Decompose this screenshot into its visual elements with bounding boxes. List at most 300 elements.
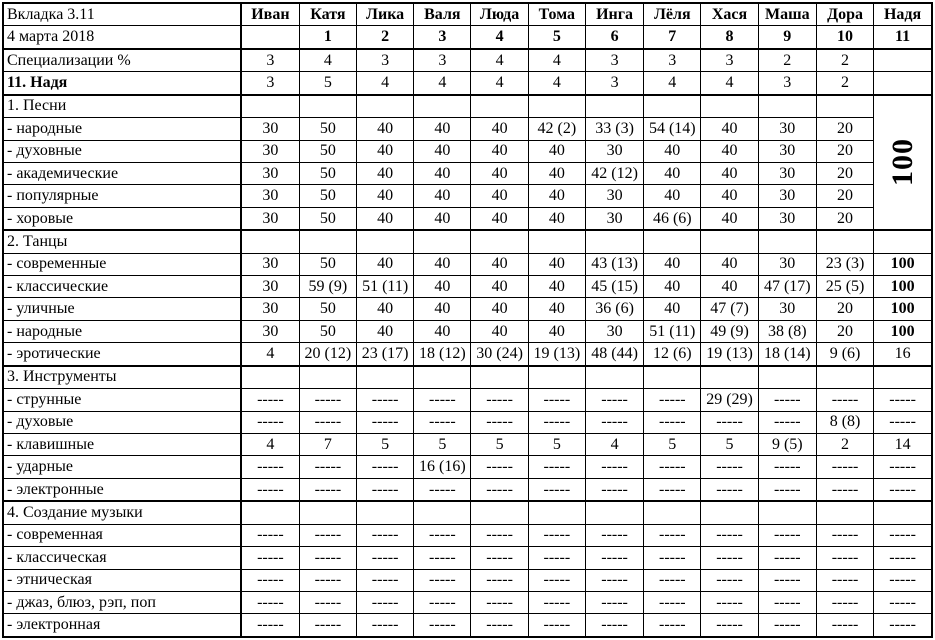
value-cell: 40: [357, 140, 414, 162]
value-cell: 30: [241, 207, 299, 230]
value-cell: -----: [357, 614, 414, 637]
number-cell: 9: [758, 26, 816, 49]
value-cell: -----: [241, 478, 299, 501]
spec-cell: 3: [241, 49, 299, 72]
value-cell: 40: [414, 298, 471, 320]
spec-cell: 3: [701, 49, 758, 72]
value-cell: 40: [414, 185, 471, 207]
value-cell: 30: [241, 320, 299, 342]
value-cell: 20: [816, 140, 873, 162]
value-cell: -----: [701, 547, 758, 569]
value-cell: 5: [701, 434, 758, 456]
value-cell: 12 (6): [644, 343, 701, 366]
value-cell: -----: [585, 547, 643, 569]
value-cell: -----: [644, 389, 701, 411]
value-cell: -----: [585, 389, 643, 411]
value-cell: -----: [528, 614, 585, 637]
empty-cell: [528, 366, 585, 389]
table-row: [3, 547, 932, 569]
table-row: [3, 524, 932, 546]
number-cell: 11: [874, 26, 932, 49]
row-label: - ударные: [3, 456, 241, 478]
spec-cell: 3: [414, 49, 471, 72]
value-cell: 40: [644, 253, 701, 275]
value-cell: 40: [528, 320, 585, 342]
value-cell: 40: [357, 118, 414, 140]
value-cell: 40: [528, 253, 585, 275]
value-cell: 5: [357, 434, 414, 456]
value-cell: -----: [357, 569, 414, 591]
name-cell: Валя: [414, 3, 471, 26]
value-cell: -----: [414, 478, 471, 501]
value-cell: -----: [471, 478, 528, 501]
value-cell: -----: [299, 411, 356, 433]
value-cell: -----: [585, 591, 643, 613]
table-row: [3, 456, 932, 478]
row-label: - народные: [3, 118, 241, 140]
value-cell: -----: [701, 456, 758, 478]
value-cell: -----: [816, 591, 873, 613]
value-cell: -----: [644, 591, 701, 613]
number-cell: 3: [414, 26, 471, 49]
empty-cell: [816, 230, 873, 253]
empty-cell: [758, 95, 816, 118]
value-cell: 40: [471, 185, 528, 207]
row-label: - электронные: [3, 478, 241, 501]
value-cell: -----: [585, 524, 643, 546]
empty-cell: [585, 501, 643, 524]
value-cell: -----: [758, 591, 816, 613]
value-cell: 40: [357, 253, 414, 275]
value-cell: -----: [758, 547, 816, 569]
spec-cell: 4: [299, 49, 356, 72]
empty-cell: [471, 366, 528, 389]
value-cell: -----: [241, 614, 299, 637]
value-cell: -----: [701, 478, 758, 501]
value-cell: -----: [528, 478, 585, 501]
value-cell: 40: [528, 298, 585, 320]
value-cell: -----: [585, 569, 643, 591]
value-cell: -----: [241, 411, 299, 433]
row-label: - классические: [3, 276, 241, 298]
value-cell: -----: [299, 456, 356, 478]
value-cell: 20: [816, 320, 873, 342]
value-cell: 30: [585, 320, 643, 342]
value-cell: 40: [471, 276, 528, 298]
value-cell: 47 (17): [758, 276, 816, 298]
row-label: - академические: [3, 162, 241, 184]
value-cell: -----: [299, 389, 356, 411]
name-cell: Маша: [758, 3, 816, 26]
value-cell: 20: [816, 162, 873, 184]
value-cell: 4: [241, 343, 299, 366]
empty-cell: [357, 95, 414, 118]
value-cell: 40: [644, 185, 701, 207]
table-body: [3, 3, 932, 637]
name-cell: Инга: [585, 3, 643, 26]
table-row: [3, 320, 932, 342]
value-cell: 30: [758, 185, 816, 207]
value-cell: -----: [471, 411, 528, 433]
section-title: 4. Создание музыки: [3, 501, 241, 524]
value-cell: 20 (12): [299, 343, 356, 366]
value-cell: 7: [299, 434, 356, 456]
value-cell: 40: [701, 118, 758, 140]
table-row: [3, 591, 932, 613]
value-cell: -----: [644, 547, 701, 569]
nadya-row: [3, 72, 932, 95]
value-cell: 45 (15): [585, 276, 643, 298]
nadya-cell: 3: [585, 72, 643, 95]
value-cell: 50: [299, 118, 356, 140]
nadya-cell: 2: [816, 72, 873, 95]
value-cell: -----: [528, 591, 585, 613]
value-cell: 30: [241, 298, 299, 320]
empty-cell: [874, 230, 932, 253]
empty-cell: [758, 366, 816, 389]
value-cell: 30: [585, 140, 643, 162]
table-row: [3, 162, 932, 184]
value-cell: -----: [299, 547, 356, 569]
empty-cell: [644, 95, 701, 118]
value-cell: -----: [816, 524, 873, 546]
value-cell: -----: [528, 389, 585, 411]
value-cell: 36 (6): [585, 298, 643, 320]
empty-cell: [357, 501, 414, 524]
value-cell: 40: [414, 118, 471, 140]
section-title: 1. Песни: [3, 95, 241, 118]
value-cell: -----: [471, 614, 528, 637]
value-cell: 40: [528, 207, 585, 230]
value-cell: 23 (3): [816, 253, 873, 275]
value-cell: -----: [299, 614, 356, 637]
value-cell: 19 (13): [528, 343, 585, 366]
value-cell: 30: [241, 276, 299, 298]
value-cell: -----: [816, 614, 873, 637]
nadya-cell: 4: [414, 72, 471, 95]
value-cell: 30: [758, 140, 816, 162]
row-label: - струнные: [3, 389, 241, 411]
number-cell: 10: [816, 26, 873, 49]
row-label: - этническая: [3, 569, 241, 591]
value-cell: -----: [874, 614, 932, 637]
empty-cell: [299, 95, 356, 118]
value-cell: 46 (6): [644, 207, 701, 230]
row-label: - духовные: [3, 140, 241, 162]
empty-cell: [357, 230, 414, 253]
value-cell: 59 (9): [299, 276, 356, 298]
number-cell: 5: [528, 26, 585, 49]
value-cell: 30: [241, 118, 299, 140]
value-cell: -----: [528, 411, 585, 433]
value-cell: -----: [414, 591, 471, 613]
value-cell: -----: [414, 614, 471, 637]
value-cell: 30: [241, 253, 299, 275]
nadya-cell: 4: [357, 72, 414, 95]
value-cell: -----: [701, 591, 758, 613]
number-cell: 2: [357, 26, 414, 49]
value-cell: -----: [241, 524, 299, 546]
value-cell: -----: [874, 456, 932, 478]
value-cell: -----: [701, 614, 758, 637]
value-cell: 100: [874, 276, 932, 298]
value-cell: -----: [414, 411, 471, 433]
empty-cell: [241, 230, 299, 253]
table-row: [3, 411, 932, 433]
value-cell: 40: [357, 320, 414, 342]
table-row: [3, 185, 932, 207]
date-label: 4 марта 2018: [3, 26, 241, 49]
row-label: - народные: [3, 320, 241, 342]
row-label: - джаз, блюз, рэп, поп: [3, 591, 241, 613]
value-cell: 30: [758, 207, 816, 230]
number-cell: 6: [585, 26, 643, 49]
section-header-row: [3, 95, 932, 118]
value-cell: 50: [299, 140, 356, 162]
value-cell: 49 (9): [701, 320, 758, 342]
empty-cell: [874, 366, 932, 389]
value-cell: 18 (14): [758, 343, 816, 366]
row-label: - современная: [3, 524, 241, 546]
value-cell: -----: [874, 547, 932, 569]
value-cell: 50: [299, 185, 356, 207]
row-label: - электронная: [3, 614, 241, 637]
row-label: - клавишные: [3, 434, 241, 456]
header-names-row: [3, 3, 932, 26]
empty-cell: [357, 366, 414, 389]
empty-cell: [528, 501, 585, 524]
value-cell: 30: [241, 185, 299, 207]
nadya-cell: 3: [758, 72, 816, 95]
value-cell: 40: [471, 253, 528, 275]
empty-cell: [874, 501, 932, 524]
value-cell: -----: [357, 478, 414, 501]
empty-cell: [585, 230, 643, 253]
value-cell: 5: [471, 434, 528, 456]
value-cell: 40: [701, 140, 758, 162]
name-cell: Надя: [874, 3, 932, 26]
number-cell: 1: [299, 26, 356, 49]
row-label: - хоровые: [3, 207, 241, 230]
value-cell: -----: [585, 411, 643, 433]
name-cell: Тома: [528, 3, 585, 26]
value-cell: 40: [528, 276, 585, 298]
value-cell: -----: [299, 524, 356, 546]
value-cell: -----: [357, 456, 414, 478]
value-cell: 30: [758, 162, 816, 184]
nadya-cell: 5: [299, 72, 356, 95]
value-cell: 40: [357, 298, 414, 320]
value-cell: -----: [585, 614, 643, 637]
value-cell: -----: [471, 456, 528, 478]
value-cell: 40: [414, 207, 471, 230]
value-cell: -----: [471, 569, 528, 591]
value-cell: -----: [414, 389, 471, 411]
value-cell: 40: [471, 140, 528, 162]
empty-cell: [471, 95, 528, 118]
value-cell: 5: [644, 434, 701, 456]
empty-cell: [701, 366, 758, 389]
spec-cell: 3: [585, 49, 643, 72]
table-row: [3, 140, 932, 162]
value-cell: 25 (5): [816, 276, 873, 298]
value-cell: 50: [299, 320, 356, 342]
value-cell: 100: [874, 298, 932, 320]
value-cell: -----: [701, 524, 758, 546]
value-cell: 40: [471, 118, 528, 140]
value-cell: 40: [644, 140, 701, 162]
spec-cell: 4: [471, 49, 528, 72]
empty-cell: [585, 95, 643, 118]
value-cell: 20: [816, 185, 873, 207]
tab-label: Вкладка 3.11: [3, 3, 241, 26]
value-cell: -----: [471, 524, 528, 546]
section-title: 2. Танцы: [3, 230, 241, 253]
value-cell: 14: [874, 434, 932, 456]
value-cell: -----: [357, 524, 414, 546]
value-cell: 5: [414, 434, 471, 456]
value-cell: 40: [414, 253, 471, 275]
empty-cell: [299, 230, 356, 253]
total-value-cell: [874, 95, 932, 231]
value-cell: 47 (7): [701, 298, 758, 320]
value-cell: -----: [414, 547, 471, 569]
value-cell: 5: [528, 434, 585, 456]
value-cell: 30: [758, 118, 816, 140]
value-cell: 40: [471, 298, 528, 320]
value-cell: -----: [241, 591, 299, 613]
value-cell: -----: [241, 389, 299, 411]
value-cell: 18 (12): [414, 343, 471, 366]
empty-cell: [701, 230, 758, 253]
section-title: 3. Инструменты: [3, 366, 241, 389]
value-cell: 42 (2): [528, 118, 585, 140]
value-cell: -----: [471, 389, 528, 411]
value-cell: -----: [758, 389, 816, 411]
value-cell: -----: [528, 456, 585, 478]
empty-cell: [644, 230, 701, 253]
spec-label: Специализации %: [3, 49, 241, 72]
empty-cell: [299, 366, 356, 389]
value-cell: 40: [644, 162, 701, 184]
value-cell: -----: [874, 569, 932, 591]
nadya-cell: 4: [528, 72, 585, 95]
empty-cell: [701, 501, 758, 524]
name-cell: Дора: [816, 3, 873, 26]
empty-cell: [414, 366, 471, 389]
value-cell: 40: [414, 320, 471, 342]
table-row: [3, 614, 932, 637]
empty-cell: [701, 95, 758, 118]
value-cell: 40: [701, 276, 758, 298]
value-cell: 40: [471, 162, 528, 184]
name-cell: Люда: [471, 3, 528, 26]
value-cell: 30: [241, 162, 299, 184]
empty-cell: [471, 230, 528, 253]
empty-cell: [816, 95, 873, 118]
empty-cell: [816, 501, 873, 524]
value-cell: -----: [644, 614, 701, 637]
empty-cell: [414, 230, 471, 253]
value-cell: -----: [874, 591, 932, 613]
value-cell: 40: [357, 162, 414, 184]
nadya-cell: 4: [701, 72, 758, 95]
empty-cell: [644, 501, 701, 524]
value-cell: -----: [758, 456, 816, 478]
table-row: [3, 389, 932, 411]
row-label: - современные: [3, 253, 241, 275]
empty-cell: [758, 501, 816, 524]
spec-row: [3, 49, 932, 72]
value-cell: -----: [241, 456, 299, 478]
value-cell: -----: [241, 569, 299, 591]
value-cell: -----: [471, 547, 528, 569]
empty-cell: [299, 501, 356, 524]
value-cell: 30 (24): [471, 343, 528, 366]
value-cell: 40: [701, 162, 758, 184]
value-cell: -----: [414, 569, 471, 591]
value-cell: 40: [701, 207, 758, 230]
nadya-cell: [874, 72, 932, 95]
nadya-cell: 3: [241, 72, 299, 95]
value-cell: -----: [816, 478, 873, 501]
value-cell: 19 (13): [701, 343, 758, 366]
section-header-row: [3, 366, 932, 389]
value-cell: -----: [874, 389, 932, 411]
value-cell: -----: [357, 389, 414, 411]
value-cell: -----: [816, 569, 873, 591]
empty-cell: [585, 366, 643, 389]
number-cell: [241, 26, 299, 49]
value-cell: 54 (14): [644, 118, 701, 140]
value-cell: 20: [816, 298, 873, 320]
value-cell: -----: [874, 411, 932, 433]
value-cell: -----: [357, 547, 414, 569]
value-cell: 40: [414, 276, 471, 298]
number-cell: 4: [471, 26, 528, 49]
value-cell: -----: [758, 524, 816, 546]
value-cell: 30: [758, 253, 816, 275]
value-cell: 40: [701, 185, 758, 207]
value-cell: 100: [874, 253, 932, 275]
header-numbers-row: [3, 26, 932, 49]
value-cell: 50: [299, 253, 356, 275]
table-row: [3, 298, 932, 320]
table-row: [3, 276, 932, 298]
value-cell: -----: [299, 478, 356, 501]
empty-cell: [528, 230, 585, 253]
value-cell: -----: [585, 456, 643, 478]
empty-cell: [414, 95, 471, 118]
value-cell: -----: [357, 411, 414, 433]
value-cell: 40: [644, 276, 701, 298]
value-cell: 40: [357, 207, 414, 230]
nadya-cell: 4: [471, 72, 528, 95]
value-cell: 16 (16): [414, 456, 471, 478]
value-cell: 40: [528, 140, 585, 162]
value-cell: -----: [758, 478, 816, 501]
value-cell: 40: [701, 253, 758, 275]
value-cell: -----: [644, 524, 701, 546]
value-cell: 42 (12): [585, 162, 643, 184]
row-label: - классическая: [3, 547, 241, 569]
value-cell: 30: [241, 140, 299, 162]
empty-cell: [644, 366, 701, 389]
empty-cell: [414, 501, 471, 524]
value-cell: -----: [816, 389, 873, 411]
value-cell: 30: [585, 185, 643, 207]
value-cell: -----: [414, 524, 471, 546]
